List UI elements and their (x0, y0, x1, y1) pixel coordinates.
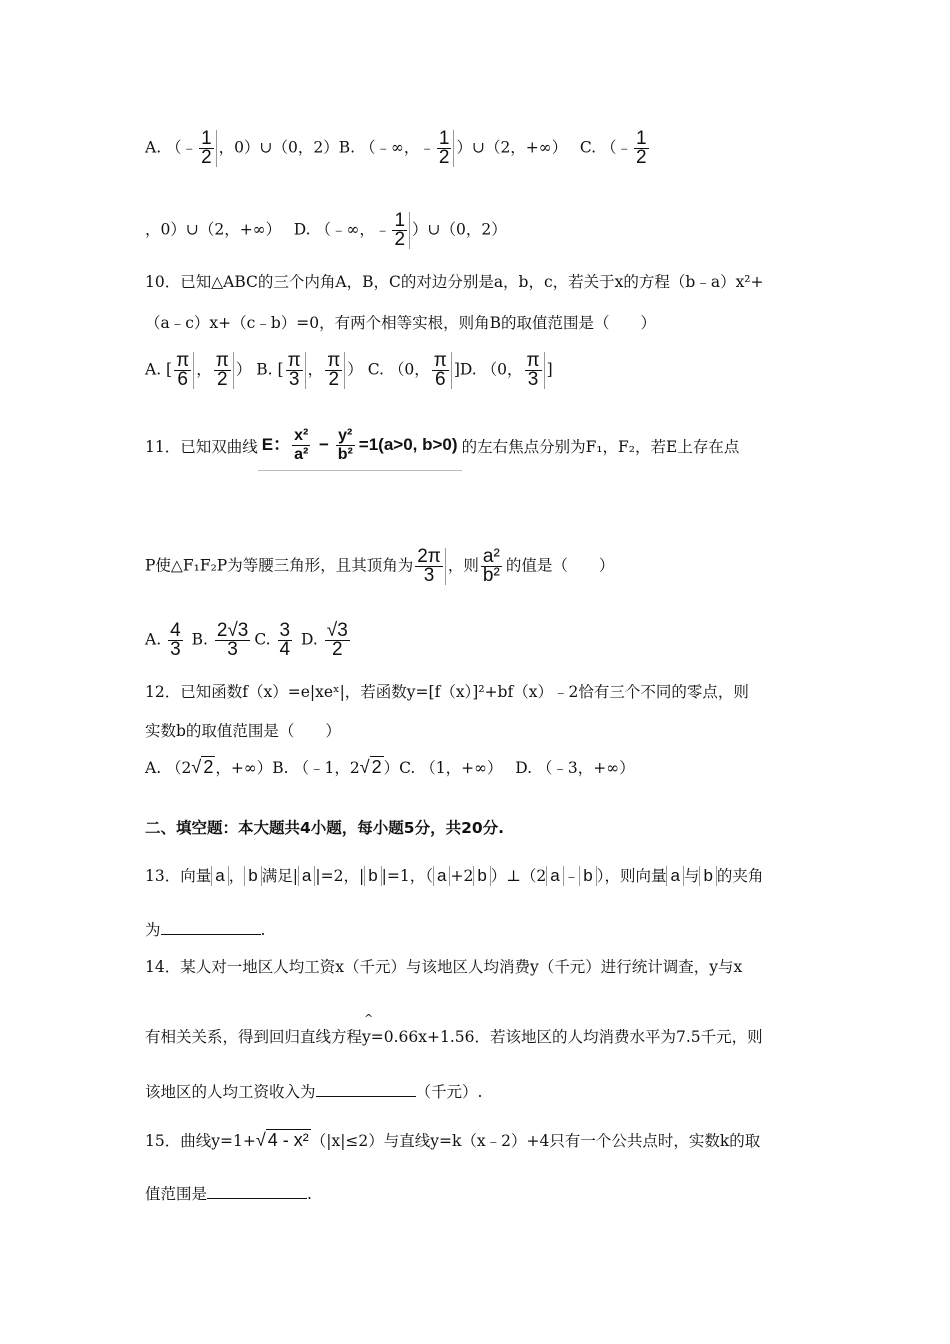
fraction: $\frac{\text{a²}}{\text{b²}}$ (482, 546, 500, 586)
q11-line2: P使△F₁F₂P为等腰三角形，且其顶角为 $\frac{2\pi}{3}$ ，则 $\frac{\text{a²}}{\text{b²}}$ 的值是（ ） (145, 546, 615, 586)
vector-b: b (473, 866, 490, 886)
fraction: $\frac{3}{4}$ (279, 620, 291, 660)
vector-a: a (546, 866, 563, 886)
fraction: $\frac{1}{2}$ (392, 212, 410, 249)
fraction: $\frac{4}{3}$ (170, 620, 181, 660)
sqrt: √ 2 (359, 757, 382, 777)
fraction: $\frac{1}{2}$ (636, 128, 647, 168)
section-heading: 二、填空题：本大题共4小题，每小题5分，共20分. (145, 819, 505, 837)
answer-blank (316, 1082, 416, 1097)
answer-blank (207, 1184, 307, 1199)
q14-line3: 该地区的人均工资收入为 （千元）. (145, 1083, 483, 1101)
vector-a: a (433, 866, 450, 886)
vector-b: b (364, 866, 381, 886)
fraction: $\frac{\text{x²}}{\text{a²}}$ (294, 427, 309, 463)
q10-options: A. [ $\frac{\pi}{6}$ ， $\frac{\pi}{2}$ ） B. [ $\frac{\pi}{3}$ ， $\frac{\pi}{2}$ ） C. （0， $\frac{\pi}{6}$ ]D. （0， $\frac{\pi}{3}$ ] (145, 350, 553, 390)
vector-a: a (666, 866, 683, 886)
q14-line2: 有相关关系，得到回归直线方程^ y=0.66x+1.56．若该地区的人均消费水平为7.5千元，则 (145, 1027, 763, 1047)
q14-line1: 14．某人对一地区人均工资x（千元）与该地区人均消费y（千元）进行统计调查，y与x (145, 958, 743, 976)
q11-line1: 11．已知双曲线 E： $\frac{\text{x²}}{\text{a²}}$ − $\frac{\text{y²}}{\text{b²}}$ =1(a>0, b>0) 的左右焦点分别为F₁，F₂，若E上存在点 (145, 425, 739, 471)
fraction: $\frac{1}{2}$ (199, 130, 217, 167)
fraction: $\frac{\pi}{6}$ (432, 352, 452, 389)
q12-line1: 12．已知函数f（x）=e|xeˣ|，若函数y=[f（x）]²+bf（x）﹣2恰有三个不同的零点，则 (145, 683, 749, 701)
vector-a: a (211, 866, 228, 886)
q9-options-line1: A. （﹣ $\frac{1}{2}$ ，0）∪（0，2）B. （﹣∞，﹣ $\frac{1}{2}$ ）∪（2，+∞） C. （﹣ $\frac{1}{2}$ (145, 130, 653, 167)
sqrt: √ 4 - x² (255, 1130, 309, 1150)
q13-line1: 13．向量 a ， b 满足| a |=2，| b |=1，（ a +2 b ）⊥（2 a ﹣ b ），则向量 a 与 b 的夹角 (145, 866, 764, 885)
fraction: $\frac{1}{2}$ (437, 130, 455, 167)
q15-line1: 15．曲线y=1+√ 4 - x² （|x|≤2）与直线y=k（x﹣2）+4只有一个公共点时，实数k的取 (145, 1130, 761, 1150)
fraction: $\frac{\pi}{3}$ (286, 352, 306, 389)
q10-line2: （a﹣c）x+（c﹣b）=0，有两个相等实根，则角B的取值范围是（ ） (145, 314, 656, 332)
vector-b: b (699, 866, 716, 886)
vector-a: a (298, 866, 315, 886)
vector-b: b (244, 866, 261, 886)
fraction: $\frac{\text{y²}}{\text{b²}}$ (337, 427, 353, 463)
answer-blank (161, 920, 261, 935)
q13-line2: 为 . (145, 921, 266, 939)
q11-options: A. $\frac{4}{3}$ B. $\frac{2√3}{3}$ C. $\frac{3}{4}$ D. $\frac{√3}{2}$ (145, 622, 354, 659)
y-hat: ^ y (362, 1027, 371, 1047)
q15-line2: 值范围是 . (145, 1185, 312, 1203)
q9-options-line2: ，0）∪（2，+∞） D. （﹣∞，﹣ $\frac{1}{2}$ ）∪（0，2） (145, 210, 507, 250)
sqrt: √ 2 (191, 757, 214, 777)
fraction: $\frac{2\pi}{3}$ (415, 548, 446, 585)
fraction: $\frac{\pi}{6}$ (174, 352, 194, 389)
q12-options: A. （2√ 2 ，+∞）B. （﹣1，2√ 2 ）C. （1，+∞） D. （﹣3，+∞） (145, 757, 635, 777)
fraction: $\frac{√3}{2}$ (326, 620, 348, 660)
fraction: $\frac{\pi}{2}$ (325, 352, 345, 389)
fraction: $\frac{\pi}{3}$ (525, 352, 545, 389)
vector-b: b (579, 866, 596, 886)
fraction: $\frac{2√3}{3}$ (216, 620, 249, 660)
q10-line1: 10．已知△ABC的三个内角A，B，C的对边分别是a，b，c，若关于x的方程（b﹣a）x²+ (145, 273, 764, 291)
hyperbola-equation: E： $\frac{\text{x²}}{\text{a²}}$ − $\frac{\text{y²}}{\text{b²}}$ =1(a>0, b>0) (258, 425, 462, 471)
q12-line2: 实数b的取值范围是（ ） (145, 722, 341, 740)
fraction: $\frac{\pi}{2}$ (214, 352, 234, 389)
